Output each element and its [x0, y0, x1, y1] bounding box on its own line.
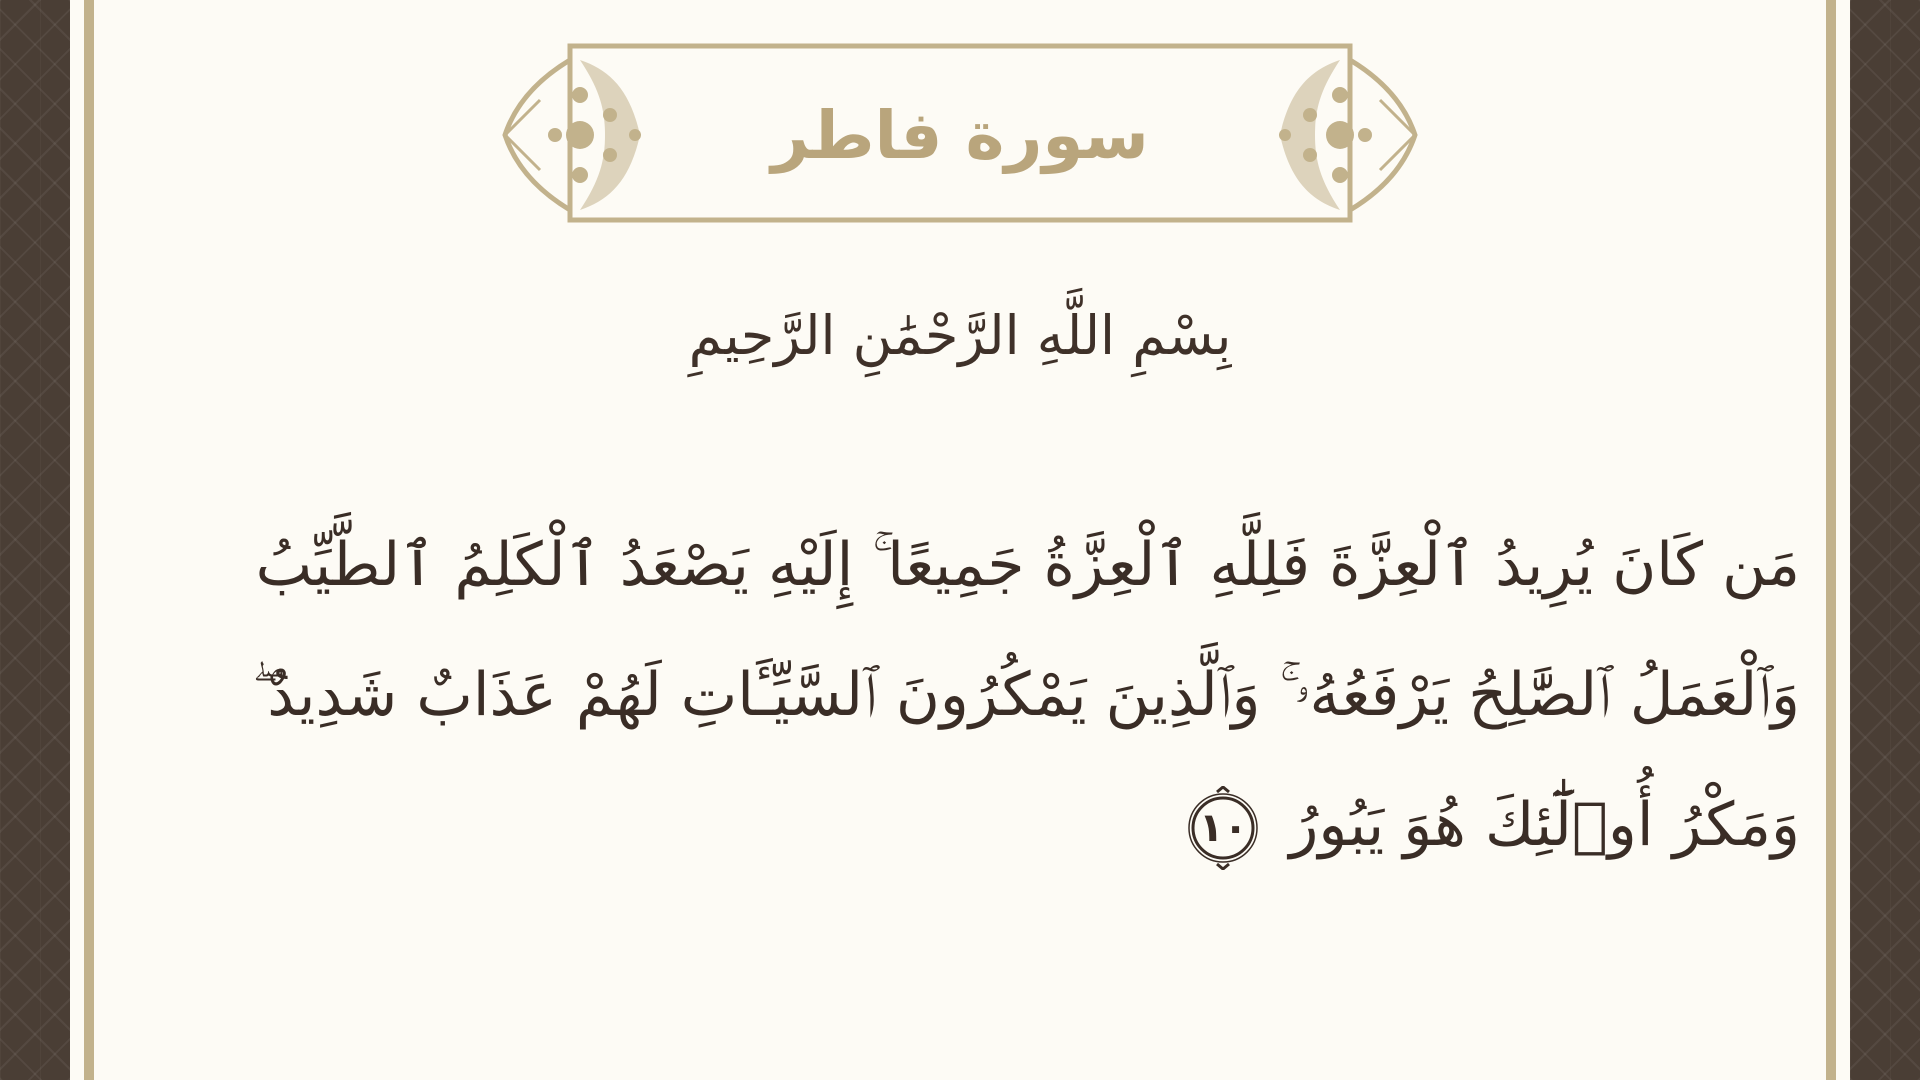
surah-title-cartouche — [500, 40, 1420, 230]
right-ornamental-border — [1850, 0, 1920, 1080]
ayah-number: ١٠ — [1199, 805, 1248, 852]
verse-line: وَٱلْعَمَلُ ٱلصَّٰلِحُ يَرْفَعُهُۥ ۚ وَٱلَّذِينَ يَمْكُرُونَ ٱلسَّيِّـَٔاتِ لَهُمْ عَذَابٌ شَدِيدٌ ۖ — [252, 660, 1800, 730]
verse-line: مَن كَانَ يُرِيدُ ٱلْعِزَّةَ فَلِلَّهِ ٱلْعِزَّةُ جَمِيعًا ۚ إِلَيْهِ يَصْعَدُ ٱلْكَلِمُ ٱلطَّيِّبُ — [255, 530, 1800, 600]
verse-line-text: وَمَكْرُ أُو۟لَٰٓئِكَ هُوَ يَبُورُ — [1289, 790, 1800, 860]
surah-title: سورة فاطر — [771, 96, 1149, 174]
basmala: بِسْمِ اللَّهِ الرَّحْمَٰنِ الرَّحِيمِ — [688, 303, 1232, 367]
left-ornamental-border — [0, 0, 70, 1080]
ayah-marker — [1181, 786, 1265, 870]
right-gold-rule — [1826, 0, 1836, 1080]
verse-line-last — [170, 760, 1800, 890]
left-gold-rule — [84, 0, 94, 1080]
verse-text — [170, 500, 1800, 890]
